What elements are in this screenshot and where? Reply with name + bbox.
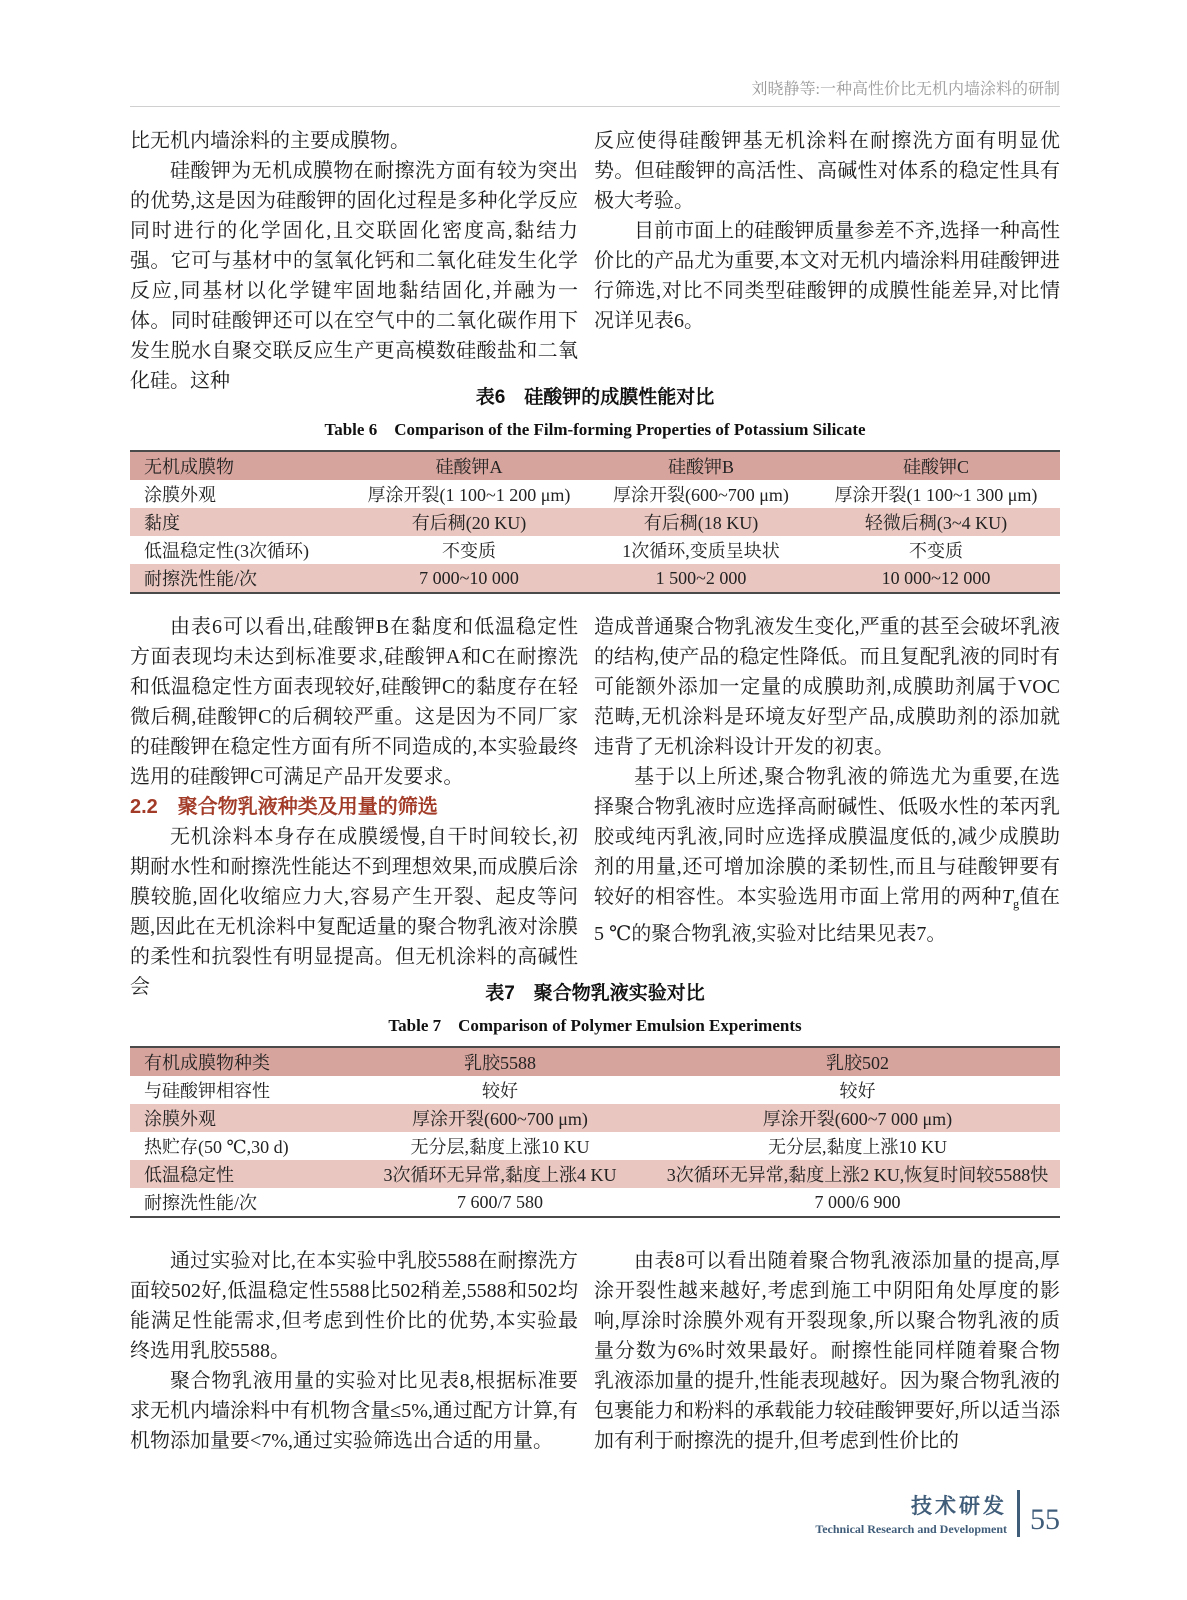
section-bottom <box>130 1246 1060 1456</box>
paragraph: 聚合物乳液用量的实验对比见表8,根据标准要求无机内墙涂料中有机物含量≤5%,通过配方计算,有机物添加量要<7%,通过实验筛选出合适的用量。 <box>130 1370 578 1452</box>
table-cell: 乳胶502 <box>655 1047 1060 1076</box>
table-cell: 较好 <box>482 1081 518 1101</box>
table-row <box>130 508 1060 536</box>
table-cell: 1 500~2 000 <box>590 564 812 593</box>
section-top <box>130 126 1060 396</box>
table-cell: 7 600/7 580 <box>456 1191 543 1212</box>
page-number: 55 <box>1030 1502 1060 1536</box>
paragraph: 造成普通聚合物乳液发生变化,严重的甚至会破坏乳液的结构,使产品的稳定性降低。而且复配乳液的同时有可能额外添加一定量的成膜助剂,成膜助剂属于VOC范畴,无机涂料是环境友好型产品,成膜助剂的添加就违背了无机涂料设计开发的初衷。 <box>594 616 1060 758</box>
table6-title-cn: 表6 硅酸钾的成膜性能对比 <box>475 387 715 408</box>
table-cell: 较好 <box>839 1081 876 1101</box>
table-cell: 硅酸钾A <box>348 451 590 480</box>
table-cell: 涂膜外观 <box>130 1104 345 1132</box>
page-footer <box>815 1490 1060 1537</box>
footer-section-labels <box>815 1490 1007 1537</box>
paragraph: 通过实验对比,在本实验中乳胶5588在耐擦洗方面较502好,低温稳定性5588比502稍差,5588和502均能满足性能需求,但考虑到性价比的优势,本实验最终选用乳胶5588。 <box>130 1250 578 1362</box>
paragraph-text: 值在5 ℃的聚合物乳液,实验对比结果见表7。 <box>594 886 1061 945</box>
running-title: 刘晓静等:一种高性价比无机内墙涂料的研制 <box>751 81 1060 98</box>
header-rule <box>130 106 1060 107</box>
table-cell: 不变质 <box>442 541 496 561</box>
table-row <box>130 451 1060 480</box>
table-cell: 7 000~10 000 <box>348 564 590 593</box>
table-cell: 黏度 <box>130 508 348 536</box>
table-cell: 厚涂开裂(600~700 μm) <box>345 1104 655 1132</box>
table-cell: 厚涂开裂(1 100~1 300 μm) <box>834 485 1038 505</box>
table-cell: 厚涂开裂(1 100~1 200 μm) <box>367 485 571 505</box>
tg-subscript: g <box>1013 897 1020 911</box>
table-cell: 耐擦洗性能/次 <box>130 564 348 593</box>
table-cell: 有后稠(20 KU) <box>348 508 590 536</box>
table-cell: 耐擦洗性能/次 <box>144 1193 258 1213</box>
table7-title-cn: 表7 聚合物乳液实验对比 <box>485 983 705 1004</box>
table-cell: 轻微后稠(3~4 KU) <box>812 508 1060 536</box>
table-cell: 有机成膜物种类 <box>130 1047 345 1076</box>
column-right <box>594 1246 1060 1456</box>
table-row <box>130 1188 1060 1217</box>
paragraph: 目前市面上的硅酸钾质量参差不齐,选择一种高性价比的产品尤为重要,本文对无机内墙涂料用硅酸钾进行筛选,对比不同类型硅酸钾的成膜性能差异,对比情况详见表6。 <box>594 220 1060 332</box>
column-right <box>594 126 1060 396</box>
table-cell: 厚涂开裂(600~700 μm) <box>613 485 789 505</box>
table-row <box>130 1132 1060 1160</box>
table7-block <box>130 978 1060 1218</box>
table6 <box>130 450 1060 594</box>
table-row <box>130 1076 1060 1104</box>
table6-block <box>130 382 1060 594</box>
table-cell: 7 000/6 900 <box>814 1191 901 1212</box>
table-row <box>130 1047 1060 1076</box>
table-cell: 3次循环无异常,黏度上涨4 KU <box>345 1160 655 1188</box>
column-right <box>594 612 1060 1002</box>
table-cell: 热贮存(50 ℃,30 d) <box>144 1137 289 1157</box>
paragraph: 由表6可以看出,硅酸钾B在黏度和低温稳定性方面表现均未达到标准要求,硅酸钾A和C在耐擦洗和低温稳定性方面表现较好,硅酸钾C的黏度存在轻微后稠,硅酸钾C的后稠较严重。这是因为不同厂家的硅酸钾在稳定性方面有所不同造成的,本实验最终选用的硅酸钾C可满足产品开发要求。 <box>130 616 578 788</box>
table-cell: 3次循环无异常,黏度上涨2 KU,恢复时间较5588快 <box>655 1160 1060 1188</box>
table6-title-en: Table 6 Comparison of the Film-forming Properties of Potassium Silicate <box>324 420 866 439</box>
paragraph: 比无机内墙涂料的主要成膜物。 <box>130 130 410 152</box>
table-cell: 有后稠(18 KU) <box>590 508 812 536</box>
table-cell: 涂膜外观 <box>144 485 216 505</box>
column-left <box>130 612 578 1002</box>
column-left <box>130 1246 578 1456</box>
table-cell: 无分层,黏度上涨10 KU <box>410 1137 590 1157</box>
table-cell: 低温稳定性 <box>130 1160 345 1188</box>
table-cell: 不变质 <box>909 541 963 561</box>
table-row <box>130 480 1060 508</box>
table7 <box>130 1046 1060 1218</box>
footer-section-en: Technical Research and Development <box>815 1522 1007 1536</box>
column-left <box>130 126 578 396</box>
footer-section-cn: 技术研发 <box>911 1495 1007 1518</box>
paragraph <box>594 762 1060 949</box>
table-cell: 硅酸钾B <box>590 451 812 480</box>
table-cell: 乳胶5588 <box>345 1047 655 1076</box>
table-row <box>130 1160 1060 1188</box>
paragraph: 无机涂料本身存在成膜缓慢,自干时间较长,初期耐水性和耐擦洗性能达不到理想效果,而成膜后涂膜较脆,固化收缩应力大,容易产生开裂、起皮等问题,因此在无机涂料中复配适量的聚合物乳液对涂膜的柔性和抗裂性有明显提高。但无机涂料的高碱性会 <box>130 826 578 998</box>
table-cell: 与硅酸钾相容性 <box>144 1081 270 1101</box>
table-cell: 无机成膜物 <box>130 451 348 480</box>
table-row <box>130 564 1060 593</box>
tg-symbol: T <box>1001 886 1014 908</box>
table-cell: 1次循环,变质呈块状 <box>622 541 780 561</box>
paragraph: 由表8可以看出随着聚合物乳液添加量的提高,厚涂开裂性越来越好,考虑到施工中阴阳角处厚度的影响,厚涂时涂膜外观有开裂现象,所以聚合物乳液的质量分数为6%时效果最好。耐擦性能同样随着聚合物乳液添加量的提升,性能表现越好。因为聚合物乳液的包裹能力和粉料的承载能力较硅酸钾要好,所以适当添加有利于耐擦洗的提升,但考虑到性价比的 <box>594 1250 1060 1452</box>
table7-title-en: Table 7 Comparison of Polymer Emulsion Experiments <box>388 1016 802 1035</box>
table-cell: 无分层,黏度上涨10 KU <box>768 1137 947 1157</box>
table-row <box>130 536 1060 564</box>
table-cell: 低温稳定性(3次循环) <box>144 541 309 561</box>
table-cell: 厚涂开裂(600~7 000 μm) <box>655 1104 1060 1132</box>
paragraph: 反应使得硅酸钾基无机涂料在耐擦洗方面有明显优势。但硅酸钾的高活性、高碱性对体系的稳定性具有极大考验。 <box>594 130 1060 212</box>
paragraph-text: 基于以上所述,聚合物乳液的筛选尤为重要,在选择聚合物乳液时应选择高耐碱性、低吸水性的苯丙乳胶或纯丙乳液,同时应选择成膜温度低的,减少成膜助剂的用量,还可增加涂膜的柔韧性,而且与硅酸钾要有较好的相容性。本实验选用市面上常用的两种 <box>594 766 1060 908</box>
table-cell: 10 000~12 000 <box>812 564 1060 593</box>
section-middle <box>130 612 1060 1002</box>
table-cell: 硅酸钾C <box>812 451 1060 480</box>
paragraph: 硅酸钾为无机成膜物在耐擦洗方面有较为突出的优势,这是因为硅酸钾的固化过程是多种化学反应同时进行的化学固化,且交联固化密度高,黏结力强。它可与基材中的氢氧化钙和二氧化硅发生化学反应,同基材以化学键牢固地黏结固化,并融为一体。同时硅酸钾还可以在空气中的二氧化碳作用下发生脱水自聚交联反应生产更高模数硅酸盐和二氧化硅。这种 <box>130 160 578 392</box>
section-heading-2-2: 2.2 聚合物乳液种类及用量的筛选 <box>130 796 438 818</box>
table-row <box>130 1104 1060 1132</box>
